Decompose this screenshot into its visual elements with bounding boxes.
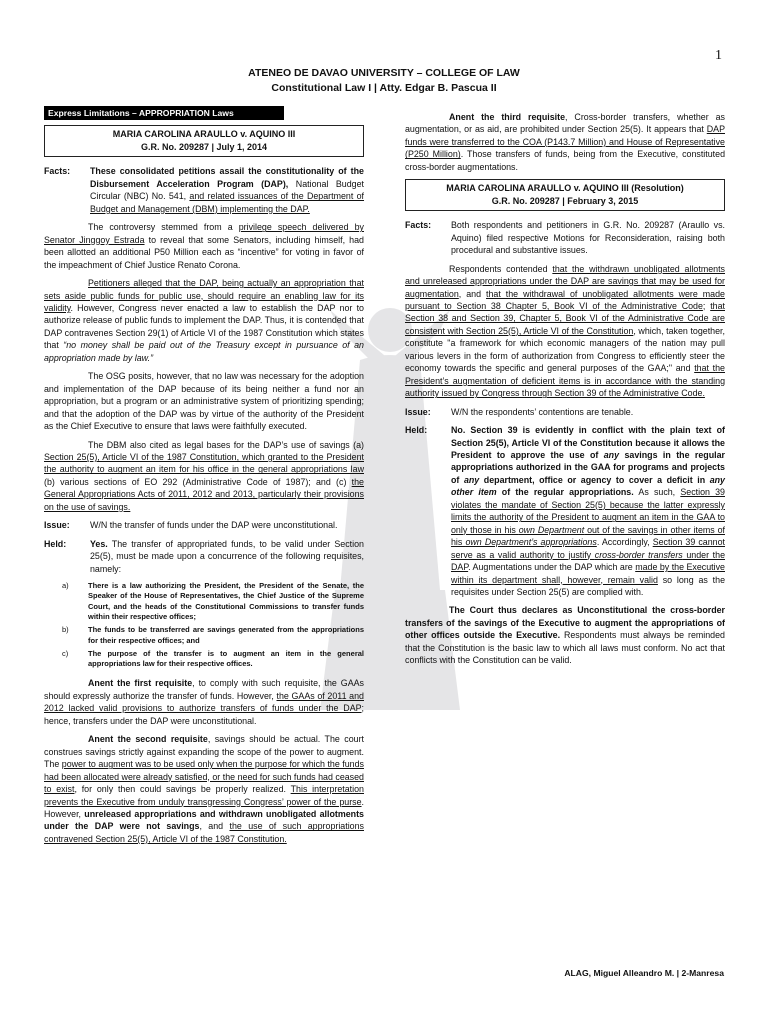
case1-title: MARIA CAROLINA ARAULLO v. AQUINO III [112, 129, 296, 140]
requisite-c: c) The purpose of the transfer is to augment an item in the general appropriations law for their respective offices. [62, 648, 364, 669]
issue1-text: W/N the transfer of funds under the DAP were unconstitutional. [90, 520, 338, 531]
facts2-label: Facts: [405, 220, 432, 231]
issue1-label: Issue: [44, 520, 70, 531]
section-title: Express Limitations – APPROPRIATION Laws [44, 106, 284, 120]
issue2-text: W/N the respondents’ contentions are tenable. [451, 406, 634, 417]
held1-label: Held: [44, 538, 67, 549]
paragraph-petitioners: Petitioners alleged that the DAP, being actually an appropriation that sets aside public funds for public use, should require an enabling law for its validity. However, Congress never enacted a law to establish the DAP nor to authorize release of public funds to implement the DAP. Thus, it is contended that DAP contravenes Section 29(1) of Article VI of the 1987 Constitution which states that “no money shall be paid out of the Treasury except in pursuance of an appropriation made by law.” [44, 278, 364, 363]
paragraph-third-requisite: Anent the third requisite, Cross-border transfers, whether as augmentation, or as aid, are prohibited under Section 25(5). It appears that DAP funds were transferred to the COA (P143.7 Million) and House of Representative (P250 Million). Those transfers of funds, being from the Executive, constituted cross-border augmentations. [405, 112, 726, 172]
held2-row [405, 424, 725, 598]
page-number: 1 [715, 48, 722, 63]
facts2-text: Both respondents and petitioners in G.R. No. 209287 (Araullo vs. Aquino) filed respective Motions for Reconsideration, raising both procedural and substantive issues. [451, 220, 725, 256]
held2-text: No. Section 39 is evidently in conflict with the plain text of Section 25(5), Article VI of the Constitution because it allows the President to approve the use of any savings in the regular appropriations authorized in the GAA for programs and projects of any department, office or agency to cover a deficit in any other item of the regular appropriations. As such, Section 39 violates the mandate of Section 25(5) because the latter expressly limits the authority of the President to augment an item in the GAA to only those in his own Department out of the savings in other items of his own Department’s appropriations. Accordingly, Section 39 cannot serve as a valid authority to justify cross-border transfers under the DAP. Augmentations under the DAP which are made by the Executive within its department shall, however, remain valid so long as the requisites under Section 25(5) are complied with. [451, 425, 726, 597]
footer-author: ALAG, Miguel Alleandro M. | 2-Manresa [564, 968, 724, 978]
case2-title: MARIA CAROLINA ARAULLO v. AQUINO III (Resolution) [446, 183, 684, 194]
issue1-row [44, 519, 364, 531]
case1-citation: G.R. No. 209287 | July 1, 2014 [140, 142, 268, 153]
paragraph-court-declaration: The Court thus declares as Unconstitutional the cross-border transfers of the savings of the Executive to augment the appropriations of other offices outside the Executive. Respondents must always be reminded that the Constitution is the basic law to which all laws must conform. No act that conflicts with the Constitution can be valid. [405, 605, 725, 666]
issue2-label: Issue: [405, 406, 431, 417]
header-course: Constitutional Law I | Atty. Edgar B. Pascua II [271, 82, 497, 94]
case1-box [44, 125, 364, 157]
paragraph-first-requisite: Anent the first requisite, to comply with such requisite, the GAAs should expressly authorize the transfer of funds. However, the GAAs of 2011 and 2012 lacked valid provisions to authorize transfers of funds under the DAP; hence, transfers under the DAP were unconstitutional. [44, 678, 364, 726]
held1-row [44, 538, 364, 575]
case2-box [405, 179, 725, 211]
header-university: ATENEO DE DAVAO UNIVERSITY – COLLEGE OF LAW [248, 67, 520, 79]
case2-citation: G.R. No. 209287 | February 3, 2015 [491, 196, 639, 207]
left-column [44, 106, 364, 851]
paragraph-respondents: Respondents contended that the withdrawn unobligated allotments and unreleased appropriations under the DAP are savings that may be used for augmentation, and that the withdrawal of unobligated allotments were made pursuant to Section 38 Chapter 5, Book VI of the Administrative Code; that Section 38 and Section 39, Chapter 5, Book VI of the Administrative Code are consistent with Section 25(5), Article VI of the Constitution, which, taken together, constitute "a framework for which economic managers of the nation may pull various levers in the form of authorization from Congress to efficiently steer the economy towards the specific and general purposes of the GAA;" and that the President’s augmentation of deficient items is in accordance with the standing authority issued by Congress through Section 39 of the Administrative Code. [405, 263, 725, 399]
issue2-row [405, 406, 725, 418]
right-column [405, 111, 725, 673]
paragraph-controversy: The controversy stemmed from a privilege speech delivered by Senator Jinggoy Estrada to reveal that some Senators, including himself, had been allotted an additional P50 Million each as “incentive” for voting in favor of the impeachment of Chief Justice Renato Corona. [44, 222, 364, 270]
paragraph-dbm: The DBM also cited as legal bases for the DAP’s use of savings (a) Section 25(5), Article VI of the 1987 Constitution, which granted to the President the authority to augment an item for his office in the general appropriations law (b) various sections of EO 292 (Administrative Code of 1987); and (c) the General Appropriations Acts of 2011, 2012 and 2013, particularly their provisions on the use of savings. [44, 439, 364, 512]
requisite-a: a) There is a law authorizing the President, the President of the Senate, the Speaker of the House of Representatives, the Chief Justice of the Supreme Court, and the heads of the Constitutional Commissions to transfer funds within their respective offices; [62, 581, 364, 621]
facts1-text: These consolidated petitions assail the constitutionality of the Disbursement Acceleration Program (DAP), National Budget Circular (NBC) No. 541, and related issuances of the Department of Budget and Management (DBM) implementing the DAP. [90, 166, 365, 214]
facts1-label: Facts: [44, 166, 71, 177]
document-header [0, 66, 768, 96]
held1-text: Yes. The transfer of appropriated funds, to be valid under Section 25(5), must be made upon a concurrence of the following requisites, namely: [90, 538, 364, 574]
held2-label: Held: [405, 425, 428, 436]
facts2-row [405, 219, 725, 256]
paragraph-osg: The OSG posits, however, that no law was necessary for the adoption and implementation of the DAP because of its being neither a fund nor an appropriation, but a program or an administrative system of prioritizing spending; and that the adoption of the DAP was by virtue of the authority of the President as the Chief Executive to ensure that laws were faithfully executed. [44, 371, 364, 432]
requisite-b: b) The funds to be transferred are savings generated from the appropriations for their respective offices; and [62, 625, 364, 645]
facts1-row [44, 165, 364, 215]
paragraph-second-requisite: Anent the second requisite, savings should be actual. The court construes savings strictly against expanding the scope of the power to augment. The power to augment was to be used only when the purpose for which the funds had been allocated were already satisfied, or the need for such funds had ceased to exist, for only then could savings be properly realized. This interpretation prevents the Executive from unduly transgressing Congress’ power of the purse. However, unreleased appropriations and withdrawn unobligated allotments under the DAP were not savings, and the use of such appropriations contravened Section 25(5), Article VI of the 1987 Constitution. [44, 734, 364, 844]
